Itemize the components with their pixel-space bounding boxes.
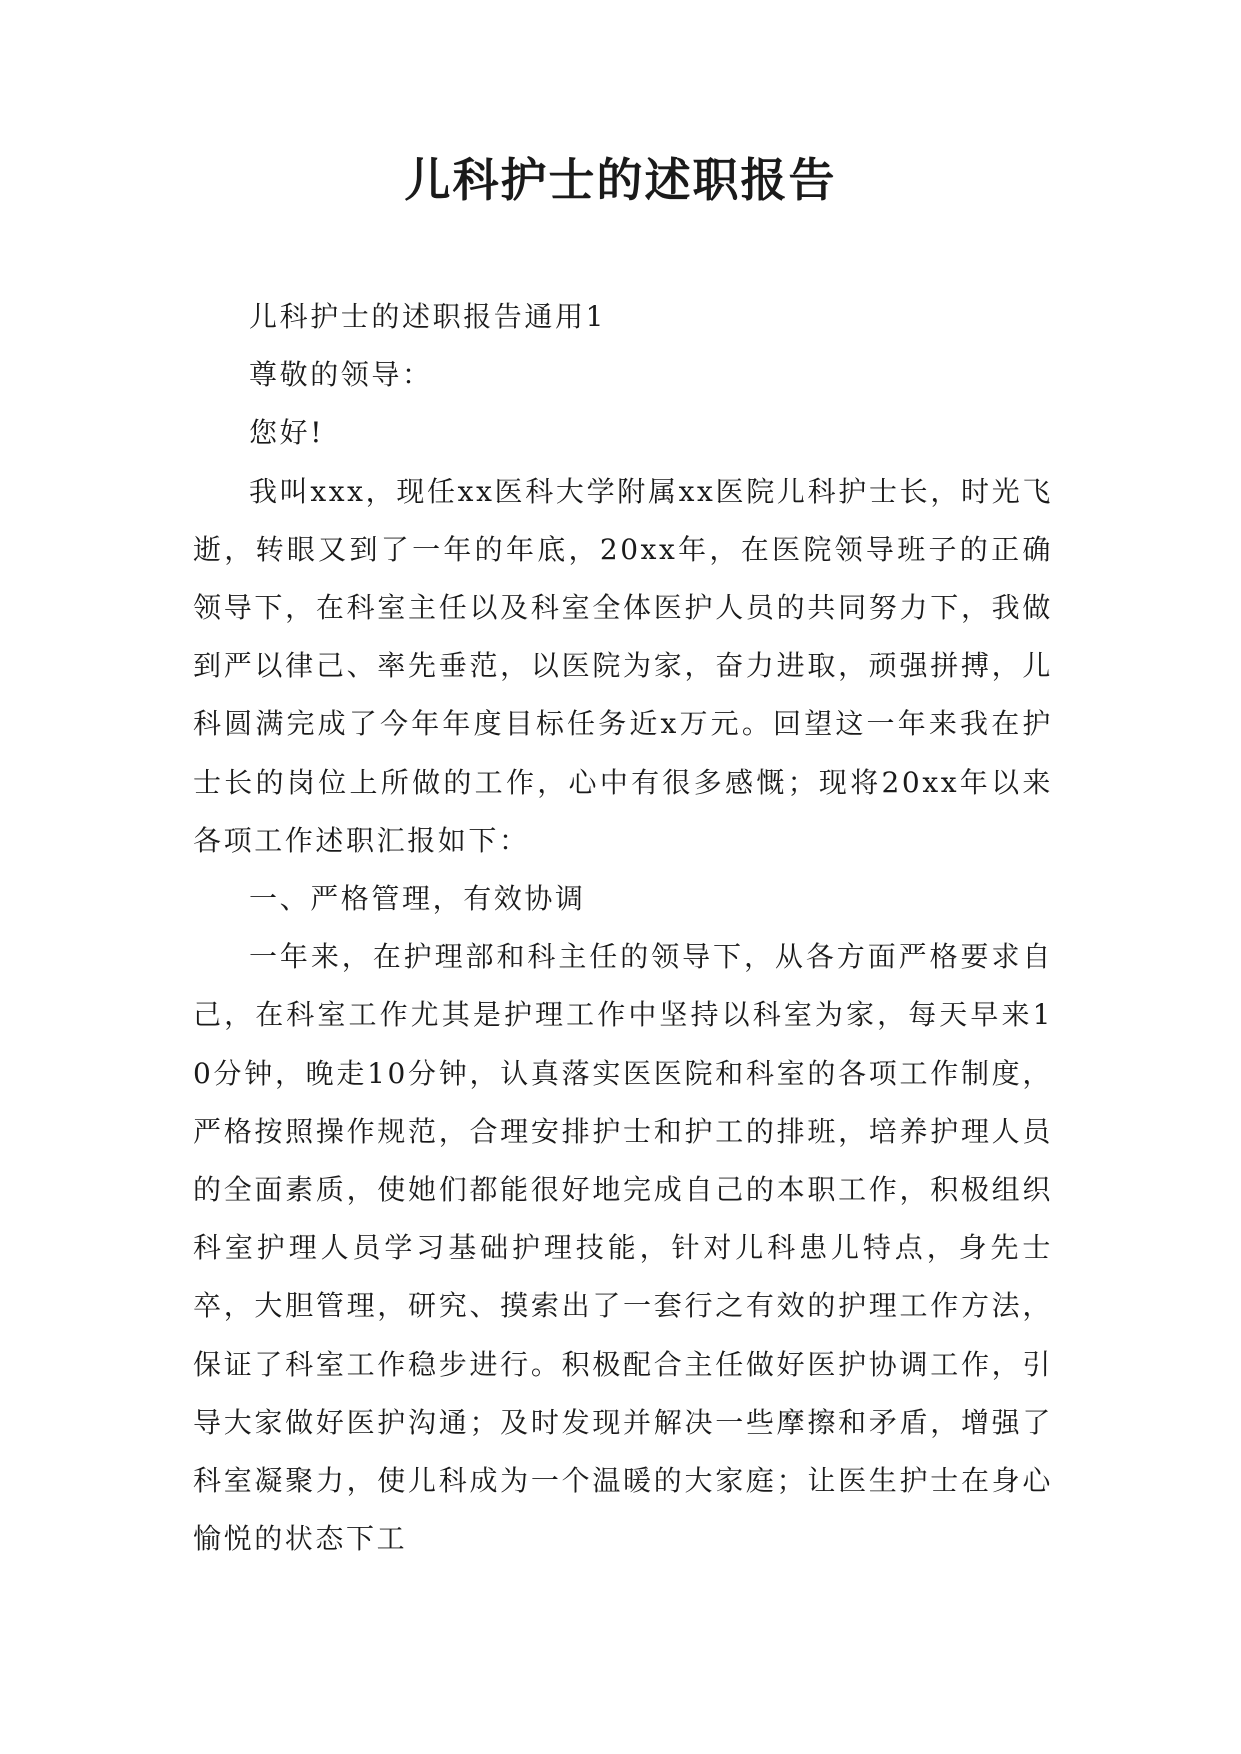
salutation: 尊敬的领导： (249, 358, 433, 392)
section-paragraph: 一年来，在护理部和科主任的领导下，从各方面严格要求自己，在科室工作尤其是护理工作中坚持以科室为家，每天早来10分钟，晚走10分钟，认真落实医医院和科室的各项工作制度，严格按照操作规范，合理安排护士和护工的排班，培养护理人员的全面素质，使她们都能很好地完成自己的本职工作，积极组织科室护理人员学习基础护理技能，针对儿科患儿特点，身先士卒，大胆管理，研究、摸索出了一套行之有效的护理工作方法，保证了科室工作稳步进行。积极配合主任做好医护协调工作，引导大家做好医护沟通；及时发现并解决一些摩擦和矛盾，增强了科室凝聚力，使儿科成为一个温暖的大家庭；让医生护士在身心愉悦的状态下工 (193, 940, 1053, 1556)
subtitle-line: 儿科护士的述职报告通用1 (249, 300, 607, 333)
section-heading: 一、严格管理，有效协调 (249, 882, 586, 916)
document-title: 儿科护士的述职报告 (404, 153, 837, 207)
greeting: 您好! (249, 416, 325, 450)
intro-paragraph: 我叫xxx，现任xx医科大学附属xx医院儿科护士长，时光飞逝，转眼又到了一年的年底，20xx年，在医院领导班子的正确领导下，在科室主任以及科室全体医护人员的共同努力下，我做到严以律己、率先垂范，以医院为家，奋力进取，顽强拼搏，儿科圆满完成了今年年度目标任务近x万元。回望这一年来我在护士长的岗位上所做的工作，心中有很多感慨；现将20xx年以来各项工作述职汇报如下： (193, 474, 1053, 857)
document-body (193, 288, 1053, 1568)
